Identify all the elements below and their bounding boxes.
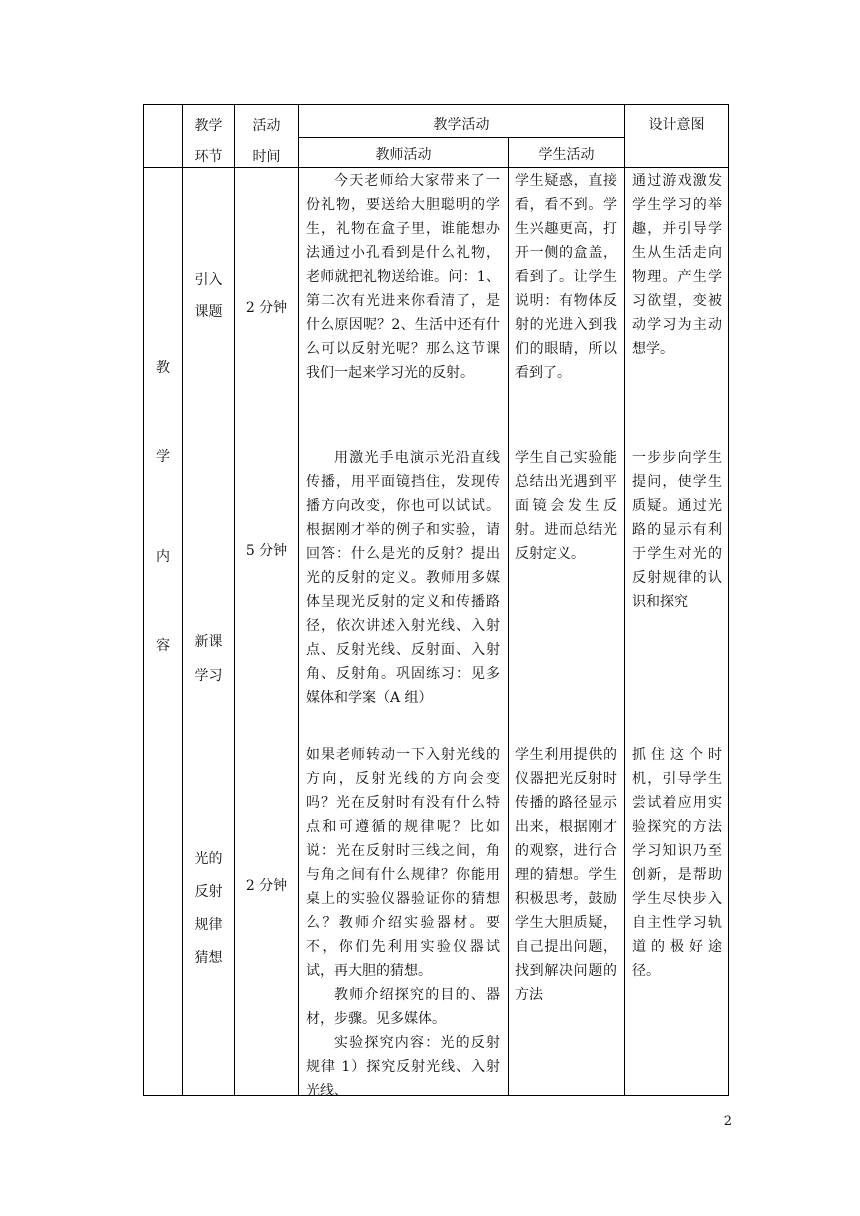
row3-teacher-text2: 教师介绍探究的目的、器材，步骤。见多媒体。 (306, 987, 500, 1027)
row2-section-line2: 学习 (194, 668, 223, 684)
row2-student-text: 学生自己实验能总结出光遇到平面镜会发生反射。进而总结光反射定义。 (515, 450, 617, 562)
row3-section-line4: 猜想 (194, 950, 223, 966)
row1-teacher-text: 今天老师给大家带来了一份礼物，要送给大胆聪明的学生，礼物在盒子里，谁能想办法通过小孔看到是什么礼物，老师就把礼物送给谁。问：1、第二次有光进来你看清了，是什么原因呢？2、生活中还有什么可以反射光呢？那么这节课我们一起来学习光的反射。 (306, 173, 500, 381)
row3-time: 2 分钟 (245, 878, 288, 894)
row1-time: 2 分钟 (245, 300, 288, 316)
header-section (183, 111, 234, 173)
row2-design (632, 446, 722, 614)
page-number: 2 (723, 1114, 732, 1129)
side-label-2: 学 (156, 449, 170, 465)
header-activity: 教学活动 (433, 117, 490, 133)
row3-design (632, 743, 722, 983)
header-time (235, 111, 298, 173)
row1-student (515, 169, 617, 385)
row3-design-text: 抓住这个时机，引导学生尝试着应用实验探究的方法学习知识乃至创新，是帮助学生尽快步入自主性学习轨道的极好途径。 (632, 747, 722, 979)
row2-design-text: 一步步向学生提问，使学生质疑。通过光路的显示有利于学生对光的反射规律的认识和探究 (632, 450, 722, 610)
header-time-line1: 活动 (252, 118, 281, 134)
row2-section (183, 625, 234, 693)
row2-section-line1: 新课 (194, 634, 223, 650)
row1-design-text: 通过游戏激发学生学习的举趣，并引导学生从生活走向物理。产生学习欲望，变被动学习为主动想学。 (632, 173, 722, 357)
row3-teacher-text: 如果老师转动一下入射光线的方向，反射光线的方向会变吗？光在反射时有没有什么特点和可遵循的规律呢？比如说：光在反射时三线之间，角与角之间有什么规律？你能用桌上的实验仪器验证你的猜想么？教师介绍实验器材。要不，你们先利用实验仪器试试，再大胆的猜想。 (306, 747, 500, 979)
row3-section-line3: 规律 (194, 917, 223, 933)
row2-teacher (306, 446, 500, 710)
row1-student-text: 学生疑惑，直接看，看不到。学生兴趣更高，打开一侧的盒盖，看到了。让学生说明：有物体反射的光进入到我们的眼睛，所以看到了。 (515, 173, 617, 381)
row3-section-line1: 光的 (194, 851, 223, 867)
row3-student-text: 学生利用提供的仪器把光反射时传播的路径显示出来，根据刚才的观察，进行合理的猜想。学生积极思考，鼓励学生大胆质疑，自己提出问题，找到解决问题的方法 (515, 747, 617, 1003)
row2-teacher-text: 用激光手电演示光沿直线传播，用平面镜挡住，发现传播方向改变，你也可以试试。根据刚才举的例子和实验，请回答：什么是光的反射？提出光的反射的定义。教师用多媒体呈现光反射的定义和传播路径，依次讲述入射光线、入射点、反射光线、反射面、入射角、反射角。巩固练习：见多媒体和学案（A 组） (306, 450, 500, 706)
row3-teacher-text3: 实验探究内容：光的反射规律 1）探究反射光线、入射光线、 (306, 1035, 500, 1099)
header-section-line2: 环节 (194, 149, 223, 165)
row1-section-line2: 课题 (194, 304, 223, 320)
header-teacher: 教师活动 (375, 147, 432, 163)
row3-section-line2: 反射 (194, 884, 223, 900)
header-student: 学生活动 (538, 147, 595, 163)
row3-section (183, 843, 234, 975)
row3-teacher (306, 743, 500, 1103)
row1-section-line1: 引入 (194, 272, 223, 288)
row1-design (632, 169, 722, 361)
header-section-line1: 教学 (194, 118, 223, 134)
header-time-line2: 时间 (252, 149, 281, 165)
side-label-4: 容 (156, 638, 170, 654)
row1-section (183, 264, 234, 328)
row1-teacher (306, 169, 500, 385)
side-label-3: 内 (156, 549, 170, 565)
row2-time: 5 分钟 (245, 543, 288, 559)
header-design: 设计意图 (648, 117, 705, 133)
side-label-1: 教 (156, 360, 170, 376)
row3-student (515, 743, 617, 1007)
row2-student (515, 446, 617, 566)
